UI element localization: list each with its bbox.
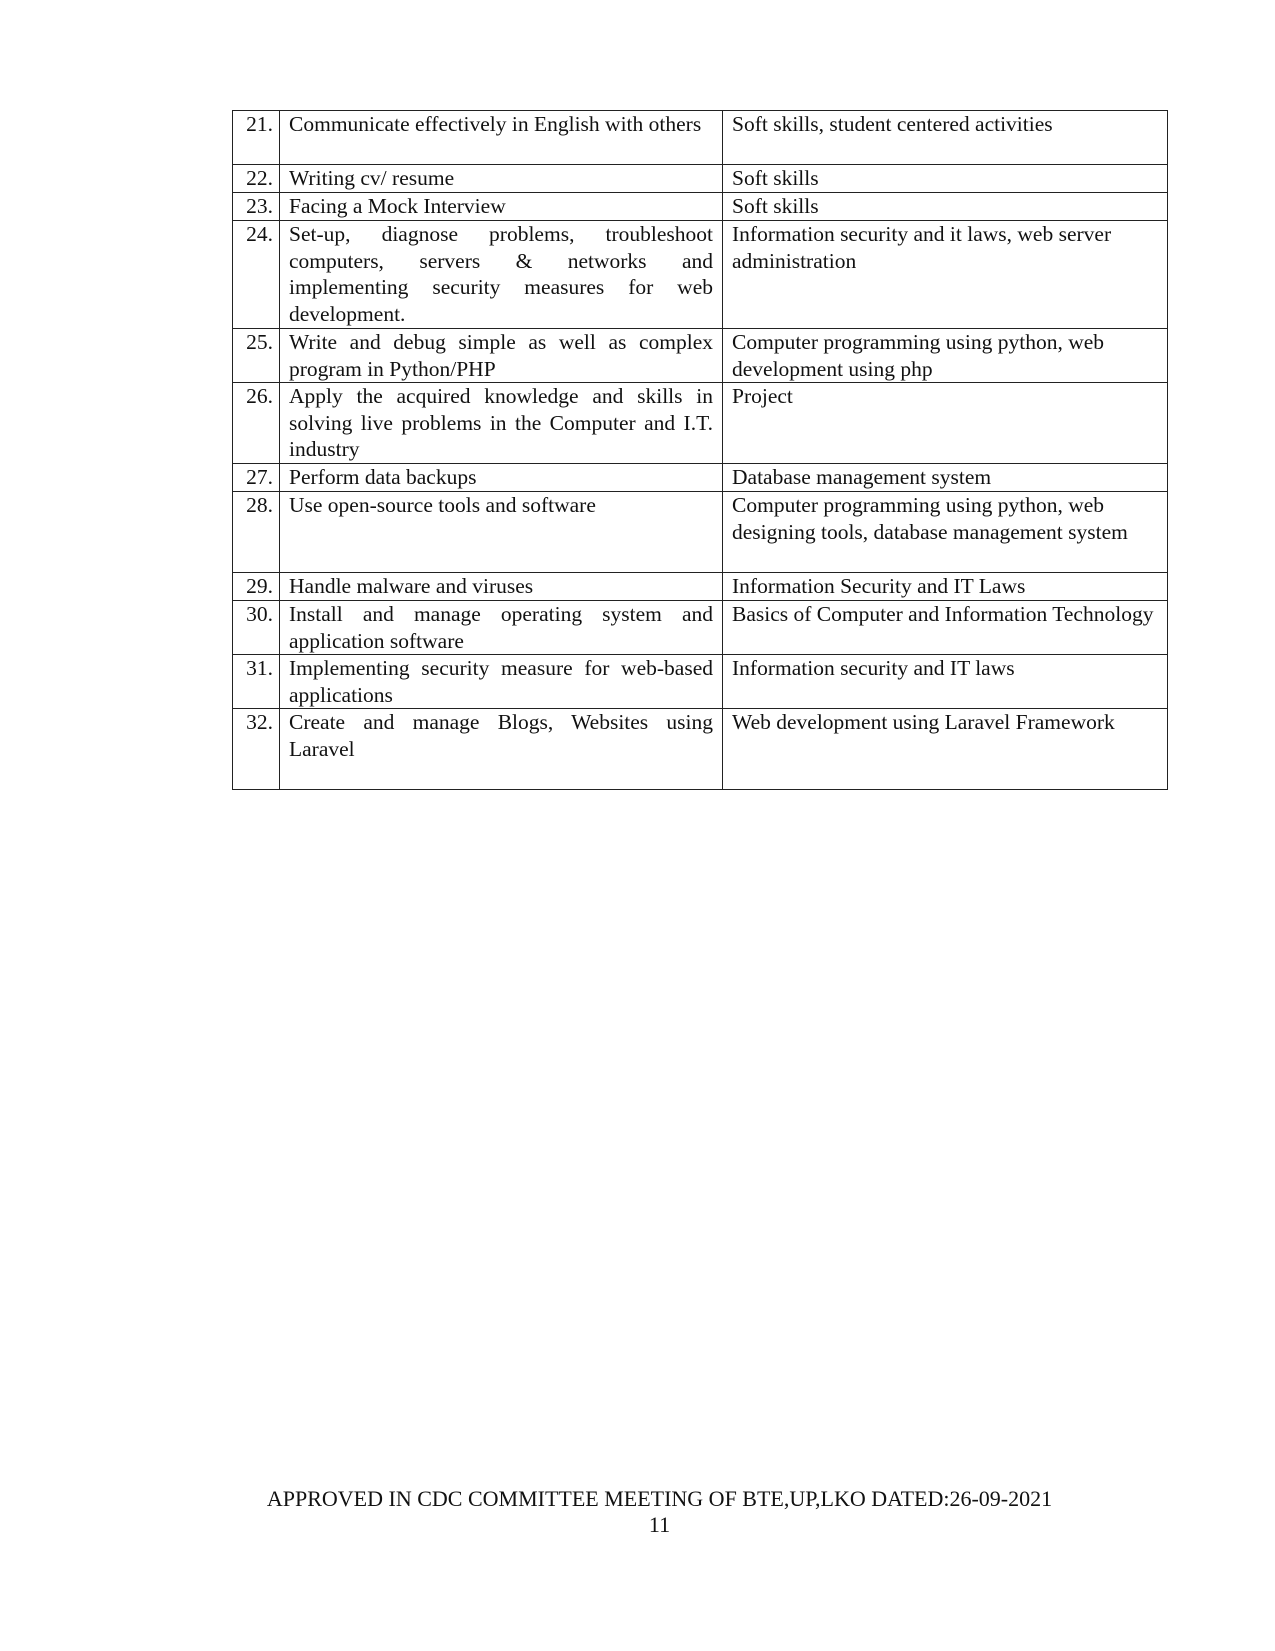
row-number: 31. — [233, 655, 280, 709]
row-number: 32. — [233, 709, 280, 790]
row-number: 22. — [233, 165, 280, 193]
outcomes-table — [232, 110, 1168, 790]
row-number: 24. — [233, 221, 280, 329]
subjects-cell: Information security and IT laws — [723, 655, 1168, 709]
subjects-cell: Soft skills — [723, 165, 1168, 193]
outcome-cell: Handle malware and viruses — [280, 573, 723, 601]
outcome-cell: Use open-source tools and software — [280, 492, 723, 573]
outcome-cell: Implementing security measure for web-based applications — [280, 655, 723, 709]
outcome-cell: Apply the acquired knowledge and skills in solving live problems in the Computer and I.T. industry — [280, 383, 723, 464]
subjects-cell: Web development using Laravel Framework — [723, 709, 1168, 790]
row-number: 28. — [233, 492, 280, 573]
outcome-cell: Install and manage operating system and application software — [280, 601, 723, 655]
table-row — [233, 464, 1168, 492]
subjects-cell: Basics of Computer and Information Technology — [723, 601, 1168, 655]
table-row — [233, 492, 1168, 573]
row-number: 29. — [233, 573, 280, 601]
table-row — [233, 709, 1168, 790]
outcome-cell: Perform data backups — [280, 464, 723, 492]
approval-note: APPROVED IN CDC COMMITTEE MEETING OF BTE,UP,LKO DATED:26-09-2021 — [266, 1486, 1053, 1511]
table-row — [233, 329, 1168, 383]
subjects-cell: Computer programming using python, web designing tools, database management system — [723, 492, 1168, 573]
subjects-cell: Project — [723, 383, 1168, 464]
outcome-cell: Communicate effectively in English with others — [280, 111, 723, 165]
row-number: 26. — [233, 383, 280, 464]
page-number: 11 — [648, 1512, 671, 1537]
outcome-cell: Facing a Mock Interview — [280, 193, 723, 221]
outcome-cell: Set-up, diagnose problems, troubleshoot computers, servers & networks and implementing security measures for web development. — [280, 221, 723, 329]
table-row — [233, 383, 1168, 464]
table-row — [233, 193, 1168, 221]
row-number: 25. — [233, 329, 280, 383]
row-number: 27. — [233, 464, 280, 492]
table-row — [233, 165, 1168, 193]
outcome-cell: Write and debug simple as well as complex program in Python/PHP — [280, 329, 723, 383]
subjects-cell: Information Security and IT Laws — [723, 573, 1168, 601]
table-row — [233, 111, 1168, 165]
subjects-cell: Information security and it laws, web server administration — [723, 221, 1168, 329]
row-number: 21. — [233, 111, 280, 165]
subjects-cell: Database management system — [723, 464, 1168, 492]
page-footer — [0, 1486, 1275, 1538]
table-row — [233, 655, 1168, 709]
table-row — [233, 573, 1168, 601]
table-row — [233, 601, 1168, 655]
outcome-cell: Create and manage Blogs, Websites using Laravel — [280, 709, 723, 790]
outcome-cell: Writing cv/ resume — [280, 165, 723, 193]
table-row — [233, 221, 1168, 329]
subjects-cell: Soft skills, student centered activities — [723, 111, 1168, 165]
subjects-cell: Soft skills — [723, 193, 1168, 221]
row-number: 30. — [233, 601, 280, 655]
subjects-cell: Computer programming using python, web development using php — [723, 329, 1168, 383]
row-number: 23. — [233, 193, 280, 221]
